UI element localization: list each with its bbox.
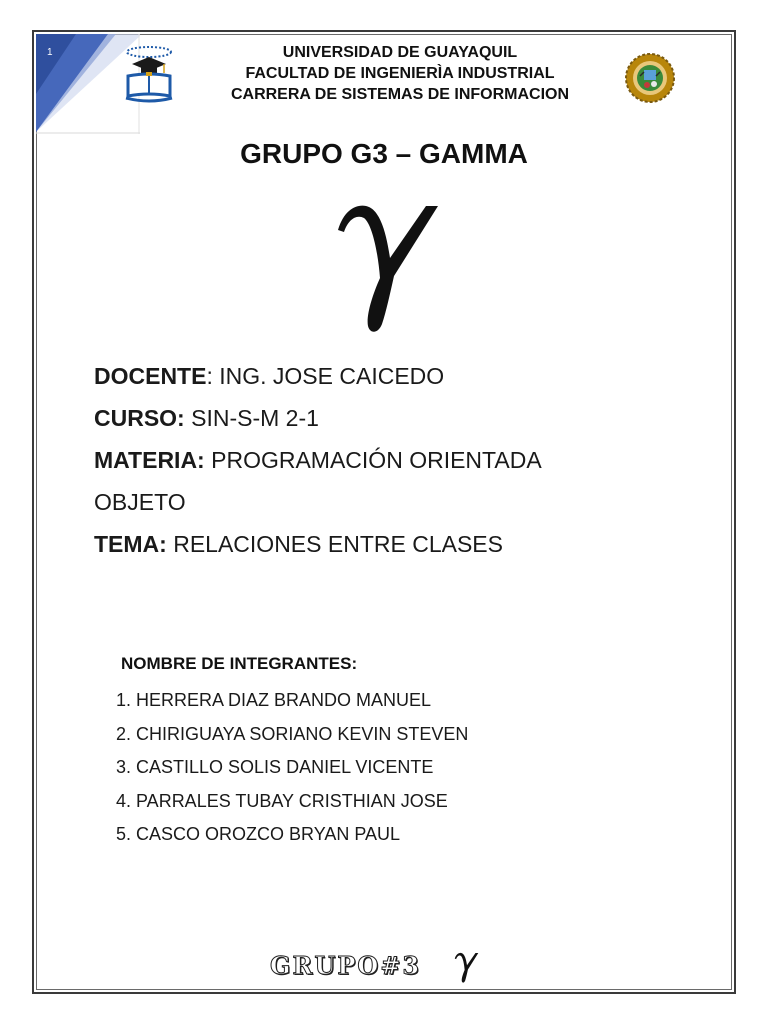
list-item: 3. CASTILLO SOLIS DANIEL VICENTE xyxy=(116,757,434,777)
materia-value-continued: OBJETO xyxy=(94,489,186,515)
faculty-seal-icon xyxy=(624,52,676,104)
list-item: 5. CASCO OROZCO BRYAN PAUL xyxy=(116,824,401,844)
footer xyxy=(270,945,485,985)
gamma-symbol-icon xyxy=(320,172,460,342)
docente-line xyxy=(94,360,694,402)
university-logo-icon xyxy=(120,42,178,106)
curso-label: CURSO: xyxy=(94,405,185,431)
docente-label: DOCENTE xyxy=(94,363,207,389)
materia-line xyxy=(94,444,694,486)
university-name: UNIVERSIDAD DE GUAYAQUIL xyxy=(282,44,518,61)
list-item: 1. HERRERA DIAZ BRANDO MANUEL xyxy=(116,690,432,710)
members-list xyxy=(116,688,468,856)
group-title: GRUPO G3 – GAMMA xyxy=(240,138,528,169)
tema-label: TEMA: xyxy=(94,531,167,557)
materia-value: PROGRAMACIÓN ORIENTADA xyxy=(204,447,542,473)
course-info xyxy=(94,360,694,570)
members-title: NOMBRE DE INTEGRANTES: xyxy=(121,654,358,673)
gamma-small-icon xyxy=(449,945,485,985)
docente-value: : ING. JOSE CAICEDO xyxy=(206,363,445,389)
list-item: 2. CHIRIGUAYA SORIANO KEVIN STEVEN xyxy=(116,723,469,744)
footer-group-label: GRUPO#3 xyxy=(270,950,422,980)
tema-value: RELACIONES ENTRE CLASES xyxy=(166,531,503,557)
career-name: CARRERA DE SISTEMAS DE INFORMACION xyxy=(230,86,570,103)
materia-line-continued xyxy=(94,486,694,528)
page-number: 1 xyxy=(47,47,53,58)
materia-label: MATERIA: xyxy=(94,447,205,473)
list-item: 4. PARRALES TUBAY CRISTHIAN JOSE xyxy=(116,790,448,811)
faculty-name: FACULTAD DE INGENIERÌA INDUSTRIAL xyxy=(245,65,555,82)
institution-header xyxy=(180,42,620,105)
curso-line xyxy=(94,402,694,444)
curso-value: SIN-S-M 2-1 xyxy=(184,405,319,431)
tema-line xyxy=(94,528,694,570)
